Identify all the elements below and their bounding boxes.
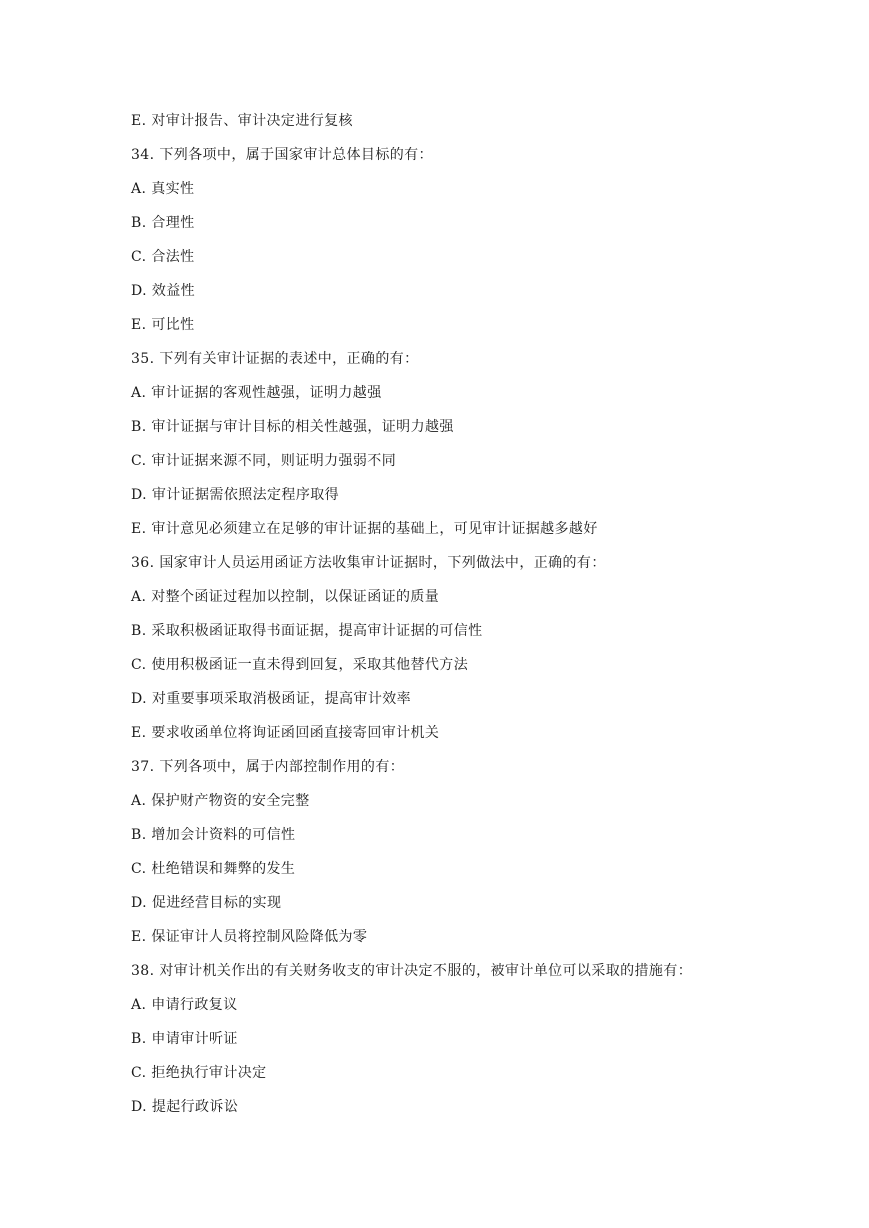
option-c: C. 杜绝错误和舞弊的发生 — [131, 861, 296, 877]
option-c: C. 审计证据来源不同，则证明力强弱不同 — [131, 453, 397, 469]
option-c: C. 合法性 — [131, 249, 195, 265]
option-b: B. 合理性 — [131, 215, 195, 231]
option-e: E. 保证审计人员将控制风险降低为零 — [131, 929, 368, 945]
question-38: 38. 对审计机关作出的有关财务收支的审计决定不服的，被审计单位可以采取的措施有： — [131, 963, 693, 979]
option-a: A. 对整个函证过程加以控制，以保证函证的质量 — [131, 589, 440, 605]
option-c: C. 使用积极函证一直未得到回复，采取其他替代方法 — [131, 657, 469, 673]
option-b: B. 增加会计资料的可信性 — [131, 827, 296, 843]
option-d: D. 促进经营目标的实现 — [131, 895, 282, 911]
exam-content — [131, 108, 771, 1128]
option-d: D. 审计证据需依照法定程序取得 — [131, 487, 340, 503]
option-b: B. 申请审计听证 — [131, 1031, 238, 1047]
option-e: E. 要求收函单位将询证函回函直接寄回审计机关 — [131, 725, 440, 741]
option-c: C. 拒绝执行审计决定 — [131, 1065, 267, 1081]
question-35: 35. 下列有关审计证据的表述中，正确的有： — [131, 351, 419, 367]
option-a: A. 审计证据的客观性越强，证明力越强 — [131, 385, 382, 401]
question-37: 37. 下列各项中，属于内部控制作用的有： — [131, 759, 405, 775]
option-e: E. 可比性 — [131, 317, 195, 333]
question-34: 34. 下列各项中，属于国家审计总体目标的有： — [131, 147, 433, 163]
option-a: A. 保护财产物资的安全完整 — [131, 793, 310, 809]
option-a: A. 真实性 — [131, 181, 195, 197]
option-b: B. 审计证据与审计目标的相关性越强，证明力越强 — [131, 419, 454, 435]
option-d: D. 效益性 — [131, 283, 196, 299]
option-e: E. 对审计报告、审计决定进行复核 — [131, 113, 353, 129]
option-d: D. 对重要事项采取消极函证，提高审计效率 — [131, 691, 412, 707]
option-a: A. 申请行政复议 — [131, 997, 238, 1013]
question-36: 36. 国家审计人员运用函证方法收集审计证据时，下列做法中，正确的有： — [131, 555, 606, 571]
option-d: D. 提起行政诉讼 — [131, 1099, 239, 1115]
option-b: B. 采取积极函证取得书面证据，提高审计证据的可信性 — [131, 623, 483, 639]
option-e: E. 审计意见必须建立在足够的审计证据的基础上，可见审计证据越多越好 — [131, 521, 598, 537]
